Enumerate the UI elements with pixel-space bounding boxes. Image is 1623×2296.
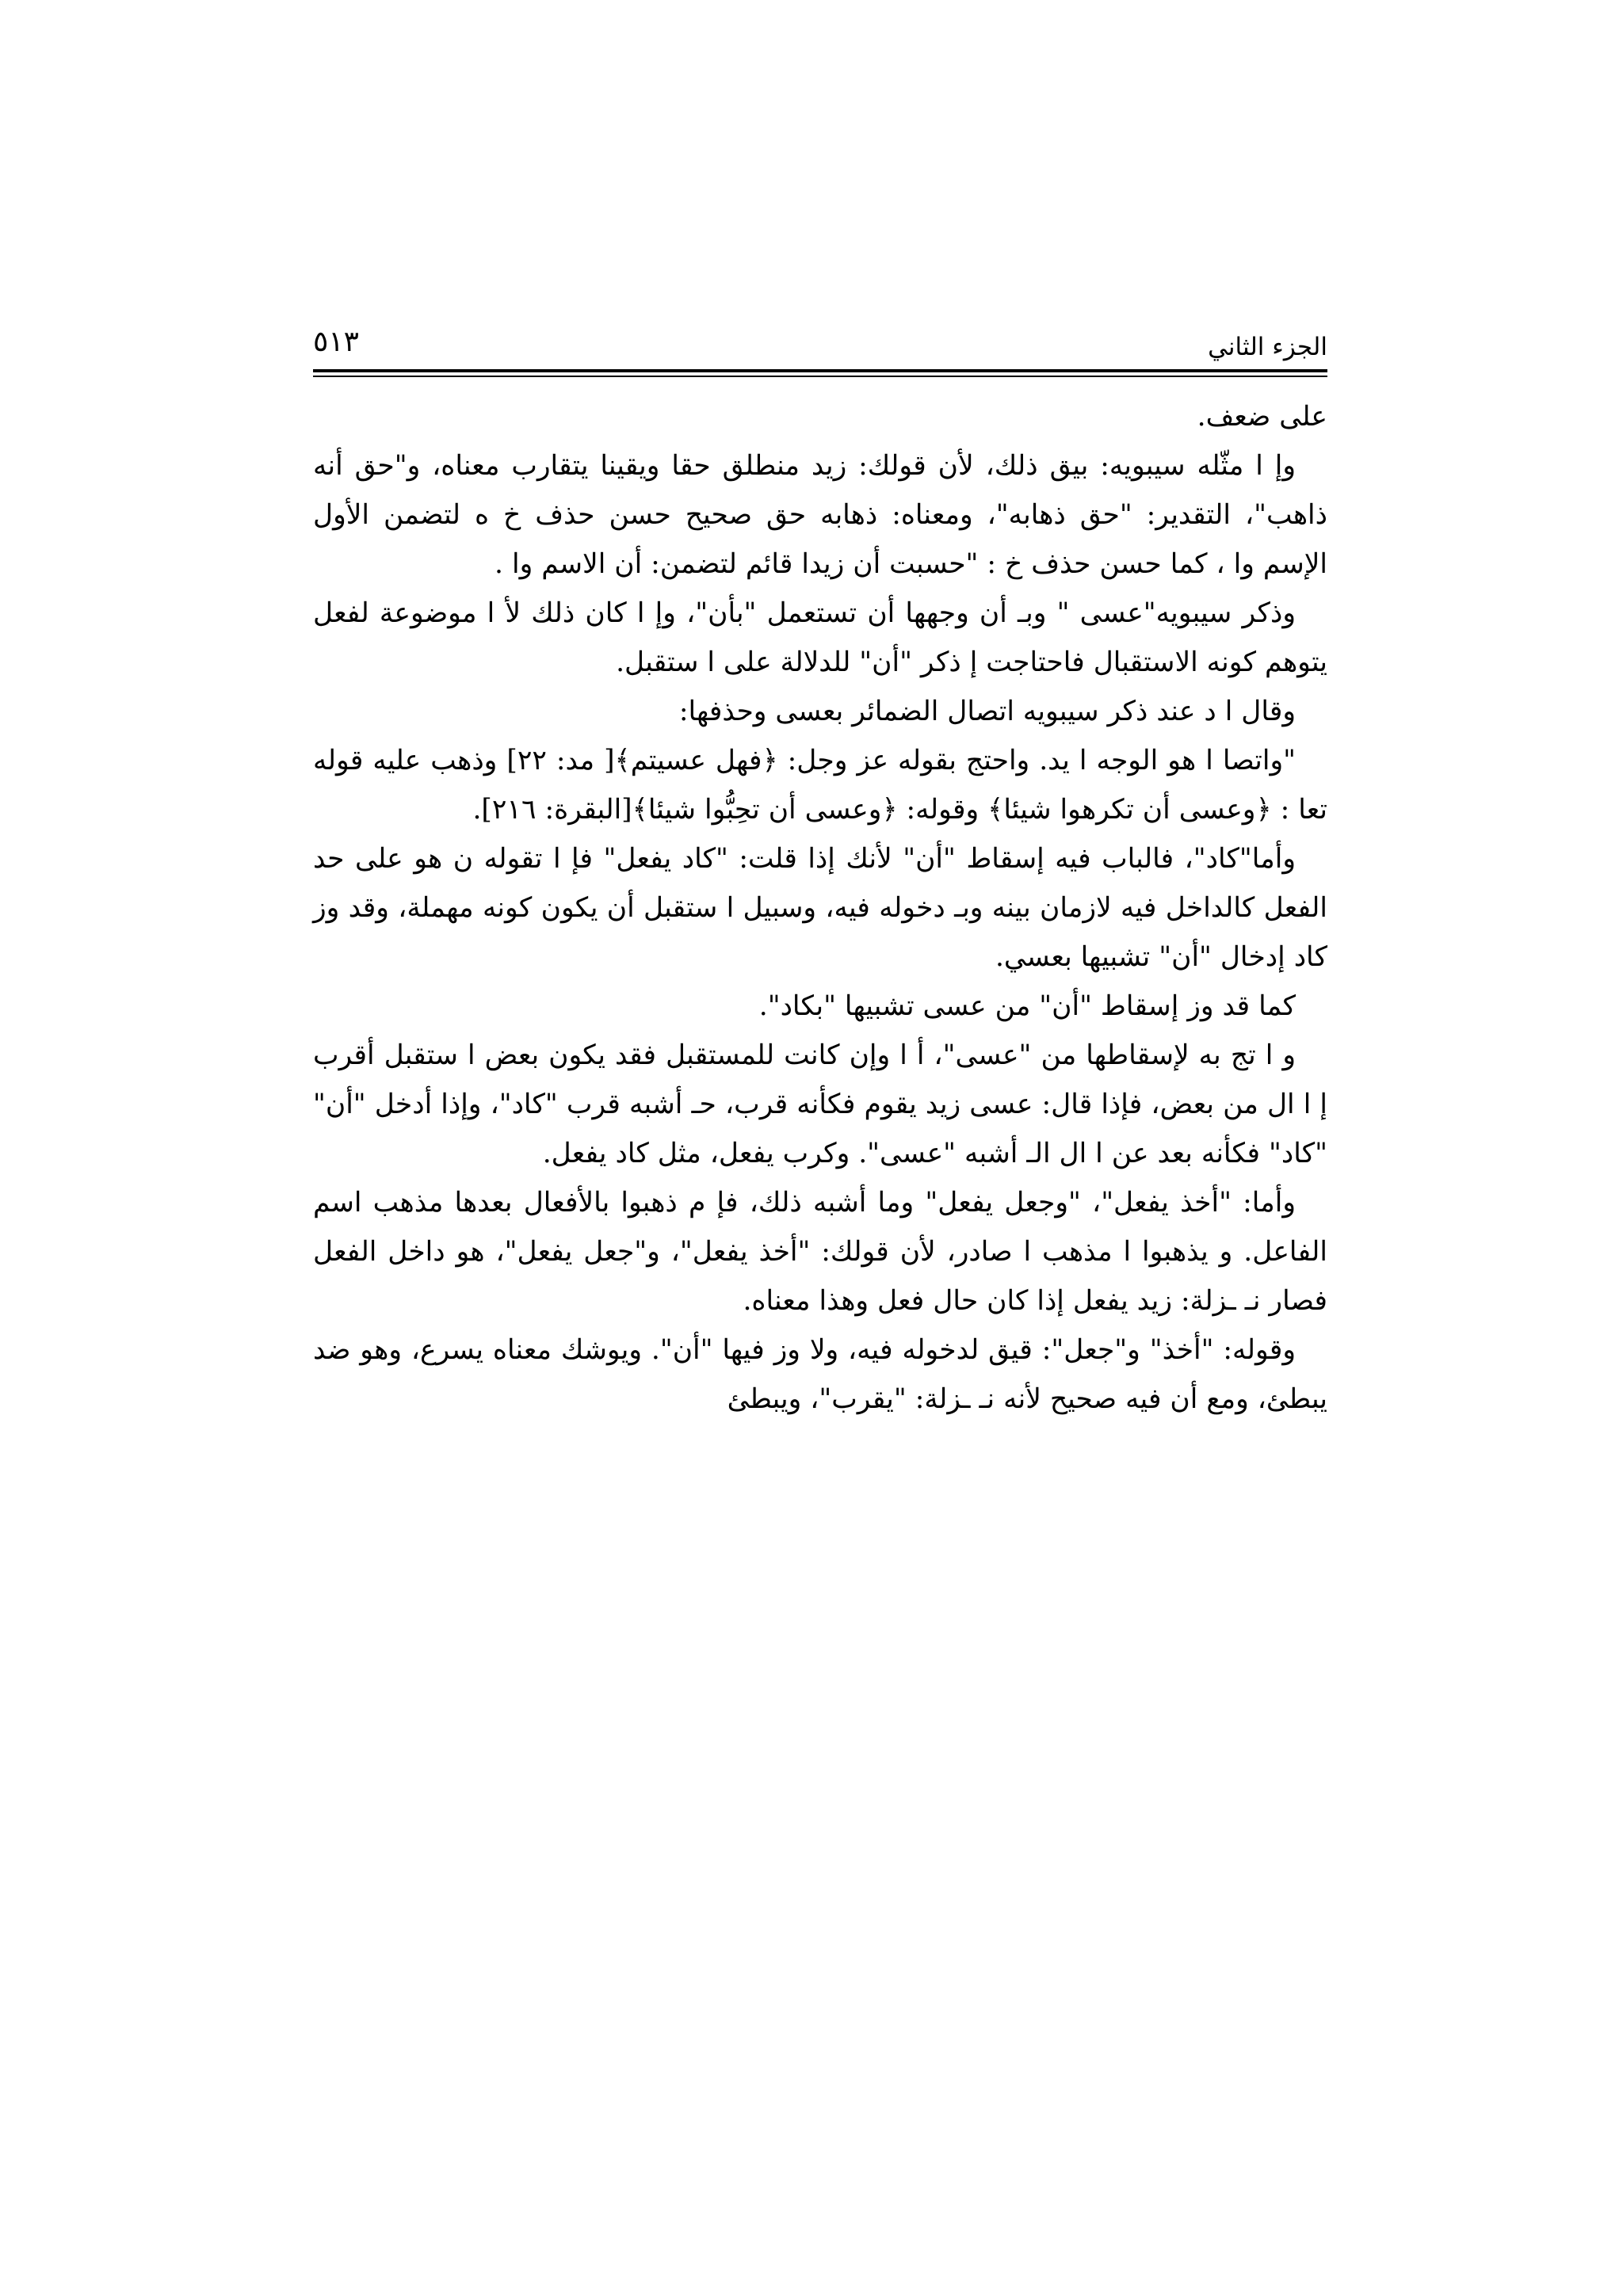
page-number: ٥١٣ xyxy=(313,326,360,358)
paragraph: "واتصا ا هو الوجه ا يد. واحتج بقوله عز وجل: ﴿فهل عسيتم﴾[ مد: ٢٢] وذهب عليه قوله تعا : ﴿وعسى أن تكرهوا شيئا﴾ وقوله: ﴿وعسى أن تحِبُّوا شيئا﴾[البقرة: ٢١٦]. xyxy=(313,745,1327,826)
paragraph: على ضعف. xyxy=(1197,401,1327,433)
running-head: الجزء الثاني xyxy=(1208,333,1327,361)
header-rule-thick xyxy=(313,369,1327,372)
page-header xyxy=(313,317,1327,374)
paragraph: وقال ا د عند ذكر سيبويه اتصال الضمائر بعسى وحذفها: xyxy=(678,696,1296,727)
paragraph: وإ ا مثّله سيبويه: بيق ذلك، لأن قولك: زيد منطلق حقا ويقينا يتقارب معناه، و"حق أنه ذاهب"، التقدير: "حق ذهابه"، ومعناه: ذهابه حق صحيح حسن حذف خ ه لتضمن الأول الإسم وا ، كما حسن حذف خ : "حسبت أن زيدا قائم لتضمن: أن الاسم وا . xyxy=(313,450,1327,580)
paragraph: وذكر سيبويه"عسى " وبـ أن وجهها أن تستعمل "بأن"، وإ ا كان ذلك لأ ا موضوعة لفعل يتوهم كونه الاستقبال فاحتاجت إ ذكر "أن" للدلالة على ا ستقبل. xyxy=(313,597,1327,678)
book-page xyxy=(313,317,1327,2139)
paragraph: وأما"كاد"، فالباب فيه إسقاط "أن" لأنك إذا قلت: "كاد يفعل" فإ ا تقوله ن هو على حد الفعل كالداخل فيه لازمان بينه وبـ دخوله فيه، وسبيل ا ستقبل أن يكون كونه مهملة، وقد وز كاد إدخال "أن" تشبيها بعسي. xyxy=(313,843,1327,973)
paragraph: وقوله: "أخذ" و"جعل": قيق لدخوله فيه، ولا وز فيها "أن". ويوشك معناه يسرع، وهو ضد يبطئ، ومع أن فيه صحيح لأنه نـ ـزلة: "يقرب"، ويبطئ xyxy=(313,1334,1327,1415)
paragraph: و ا تج به لإسقاطها من "عسى"، أ ا وإن كانت للمستقبل فقد يكون بعض ا ستقبل أقرب إ ا ال من بعض، فإذا قال: عسى زيد يقوم فكأنه قرب، حـ أشبه قرب "كاد"، وإذا أدخل "أن" "كاد" فكأنه بعد عن ا ال الـ أشبه "عسى". وكرب يفعل، مثل كاد يفعل. xyxy=(313,1039,1327,1169)
header-rule-thin xyxy=(313,376,1327,377)
paragraph: وأما: "أخذ يفعل"، "وجعل يفعل" وما أشبه ذلك، فإ م ذهبوا بالأفعال بعدها مذهب اسم الفاعل. و يذهبوا ا مذهب ا صادر، لأن قولك: "أخذ يفعل"، و"جعل يفعل"، هو داخل الفعل فصار نـ ـزلة: زيد يفعل إذا كان حال فعل وهذا معناه. xyxy=(313,1187,1327,1317)
paragraph: كما قد وز إسقاط "أن" من عسى تشبيها "بكاد". xyxy=(758,990,1296,1022)
body-text xyxy=(313,392,1327,1424)
